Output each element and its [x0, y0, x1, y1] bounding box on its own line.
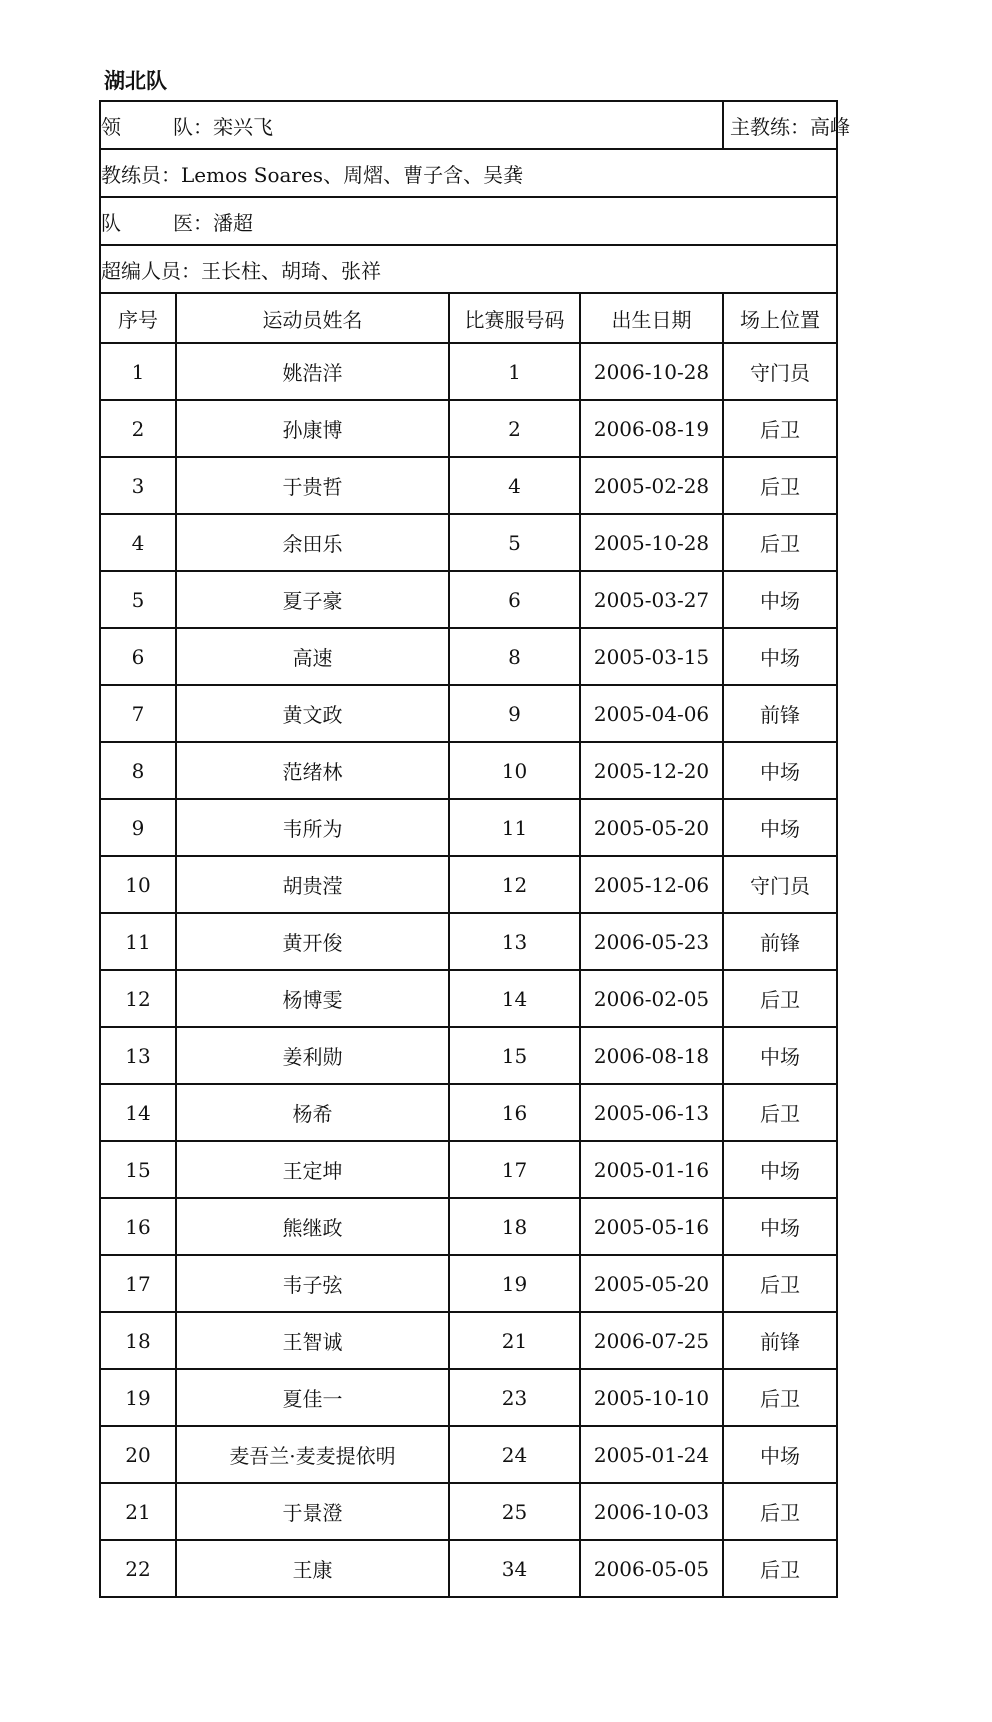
player-no: 13 [100, 1027, 176, 1084]
player-position: 后卫 [723, 1255, 837, 1312]
column-header-name: 运动员姓名 [176, 293, 449, 343]
player-position: 后卫 [723, 400, 837, 457]
player-name: 王智诚 [176, 1312, 449, 1369]
table-row [100, 400, 837, 457]
player-name: 胡贵滢 [176, 856, 449, 913]
team-leader-label-2: 队： [173, 114, 213, 139]
player-jersey-number: 8 [449, 628, 580, 685]
player-jersey-number: 9 [449, 685, 580, 742]
player-jersey-number: 16 [449, 1084, 580, 1141]
column-header-position: 场上位置 [723, 293, 837, 343]
player-no: 3 [100, 457, 176, 514]
player-no: 19 [100, 1369, 176, 1426]
table-row [100, 742, 837, 799]
player-name: 韦所为 [176, 799, 449, 856]
team-title: 湖北队 [104, 69, 167, 93]
player-position: 后卫 [723, 1084, 837, 1141]
player-no: 18 [100, 1312, 176, 1369]
coaches-names: Lemos Soares、周熠、曹子含、吴龚 [181, 162, 524, 187]
player-jersey-number: 21 [449, 1312, 580, 1369]
table-row [100, 856, 837, 913]
player-jersey-number: 11 [449, 799, 580, 856]
player-birth-date: 2006-10-03 [580, 1483, 723, 1540]
coaches-cell [100, 149, 837, 197]
player-no: 7 [100, 685, 176, 742]
player-jersey-number: 18 [449, 1198, 580, 1255]
player-birth-date: 2006-05-23 [580, 913, 723, 970]
player-jersey-number: 14 [449, 970, 580, 1027]
player-no: 10 [100, 856, 176, 913]
table-row [100, 685, 837, 742]
player-jersey-number: 24 [449, 1426, 580, 1483]
player-jersey-number: 15 [449, 1027, 580, 1084]
player-name: 余田乐 [176, 514, 449, 571]
player-jersey-number: 13 [449, 913, 580, 970]
column-header-no: 序号 [100, 293, 176, 343]
player-jersey-number: 10 [449, 742, 580, 799]
player-no: 16 [100, 1198, 176, 1255]
team-doctor-label-2: 医： [173, 210, 213, 235]
player-jersey-number: 19 [449, 1255, 580, 1312]
coaches-row [100, 149, 837, 197]
column-header-birth: 出生日期 [580, 293, 723, 343]
leader-row [100, 101, 837, 149]
player-no: 4 [100, 514, 176, 571]
player-no: 17 [100, 1255, 176, 1312]
player-position: 后卫 [723, 457, 837, 514]
player-birth-date: 2006-10-28 [580, 343, 723, 400]
head-coach-name: 高峰 [810, 114, 850, 139]
player-no: 6 [100, 628, 176, 685]
player-birth-date: 2006-07-25 [580, 1312, 723, 1369]
table-row [100, 1027, 837, 1084]
player-jersey-number: 23 [449, 1369, 580, 1426]
player-birth-date: 2006-08-18 [580, 1027, 723, 1084]
player-no: 8 [100, 742, 176, 799]
table-row [100, 799, 837, 856]
player-birth-date: 2005-05-20 [580, 799, 723, 856]
player-birth-date: 2005-06-13 [580, 1084, 723, 1141]
player-jersey-number: 5 [449, 514, 580, 571]
player-jersey-number: 25 [449, 1483, 580, 1540]
player-birth-date: 2005-05-20 [580, 1255, 723, 1312]
player-position: 中场 [723, 1198, 837, 1255]
player-position: 中场 [723, 1141, 837, 1198]
table-row [100, 514, 837, 571]
player-position: 守门员 [723, 343, 837, 400]
table-row [100, 571, 837, 628]
column-header-row [100, 293, 837, 343]
player-position: 后卫 [723, 970, 837, 1027]
head-coach-cell [723, 101, 850, 149]
player-no: 5 [100, 571, 176, 628]
player-name: 杨博雯 [176, 970, 449, 1027]
table-row [100, 1426, 837, 1483]
player-position: 前锋 [723, 685, 837, 742]
coaches-label: 教练员： [101, 162, 181, 187]
player-no: 20 [100, 1426, 176, 1483]
table-row [100, 457, 837, 514]
player-no: 11 [100, 913, 176, 970]
table-row [100, 913, 837, 970]
player-position: 中场 [723, 742, 837, 799]
player-name: 姚浩洋 [176, 343, 449, 400]
player-birth-date: 2005-05-16 [580, 1198, 723, 1255]
player-birth-date: 2005-12-06 [580, 856, 723, 913]
head-coach-label: 主教练： [730, 114, 810, 139]
player-name: 黄文政 [176, 685, 449, 742]
extra-staff-label: 超编人员： [101, 258, 201, 283]
player-position: 中场 [723, 799, 837, 856]
player-position: 守门员 [723, 856, 837, 913]
player-position: 后卫 [723, 1483, 837, 1540]
player-birth-date: 2006-02-05 [580, 970, 723, 1027]
table-row [100, 1312, 837, 1369]
player-rows [100, 343, 837, 1597]
player-no: 9 [100, 799, 176, 856]
player-name: 夏佳一 [176, 1369, 449, 1426]
doctor-cell [100, 197, 837, 245]
table-row [100, 1369, 837, 1426]
table-row [100, 628, 837, 685]
player-name: 王定坤 [176, 1141, 449, 1198]
player-no: 22 [100, 1540, 176, 1597]
player-name: 黄开俊 [176, 913, 449, 970]
extra-staff-row [100, 245, 837, 293]
column-header-number: 比赛服号码 [449, 293, 580, 343]
player-name: 麦吾兰·麦麦提依明 [176, 1426, 449, 1483]
player-birth-date: 2005-03-15 [580, 628, 723, 685]
team-leader-name: 栾兴飞 [213, 114, 273, 139]
player-name: 熊继政 [176, 1198, 449, 1255]
roster-table [99, 100, 850, 1598]
player-position: 中场 [723, 571, 837, 628]
team-doctor-label: 队 [101, 210, 121, 235]
player-jersey-number: 17 [449, 1141, 580, 1198]
player-birth-date: 2006-08-19 [580, 400, 723, 457]
player-name: 范绪林 [176, 742, 449, 799]
player-name: 姜利勋 [176, 1027, 449, 1084]
player-no: 12 [100, 970, 176, 1027]
doctor-row [100, 197, 837, 245]
player-position: 中场 [723, 628, 837, 685]
extra-staff-names: 王长柱、胡琦、张祥 [201, 258, 381, 283]
player-birth-date: 2005-02-28 [580, 457, 723, 514]
player-name: 孙康博 [176, 400, 449, 457]
player-jersey-number: 34 [449, 1540, 580, 1597]
player-position: 后卫 [723, 1540, 837, 1597]
table-row [100, 1198, 837, 1255]
player-name: 夏子豪 [176, 571, 449, 628]
player-position: 中场 [723, 1027, 837, 1084]
player-birth-date: 2005-01-24 [580, 1426, 723, 1483]
table-row [100, 1483, 837, 1540]
player-birth-date: 2005-04-06 [580, 685, 723, 742]
player-no: 21 [100, 1483, 176, 1540]
player-position: 中场 [723, 1426, 837, 1483]
player-position: 前锋 [723, 1312, 837, 1369]
player-birth-date: 2005-01-16 [580, 1141, 723, 1198]
player-birth-date: 2005-10-28 [580, 514, 723, 571]
table-row [100, 1141, 837, 1198]
player-position: 前锋 [723, 913, 837, 970]
player-name: 于景澄 [176, 1483, 449, 1540]
table-row [100, 343, 837, 400]
player-no: 15 [100, 1141, 176, 1198]
player-birth-date: 2005-03-27 [580, 571, 723, 628]
table-row [100, 1255, 837, 1312]
team-doctor-name: 潘超 [213, 210, 253, 235]
player-no: 14 [100, 1084, 176, 1141]
team-leader-label: 领 [101, 114, 121, 139]
player-position: 后卫 [723, 1369, 837, 1426]
player-jersey-number: 4 [449, 457, 580, 514]
extra-staff-cell [100, 245, 837, 293]
player-name: 王康 [176, 1540, 449, 1597]
player-birth-date: 2005-10-10 [580, 1369, 723, 1426]
table-row [100, 1084, 837, 1141]
player-jersey-number: 12 [449, 856, 580, 913]
player-jersey-number: 2 [449, 400, 580, 457]
player-jersey-number: 1 [449, 343, 580, 400]
player-name: 于贵哲 [176, 457, 449, 514]
player-no: 2 [100, 400, 176, 457]
player-name: 高速 [176, 628, 449, 685]
player-jersey-number: 6 [449, 571, 580, 628]
player-no: 1 [100, 343, 176, 400]
player-position: 后卫 [723, 514, 837, 571]
team-leader-cell [100, 101, 723, 149]
player-name: 韦子弦 [176, 1255, 449, 1312]
table-row [100, 1540, 837, 1597]
player-name: 杨希 [176, 1084, 449, 1141]
player-birth-date: 2006-05-05 [580, 1540, 723, 1597]
player-birth-date: 2005-12-20 [580, 742, 723, 799]
table-row [100, 970, 837, 1027]
